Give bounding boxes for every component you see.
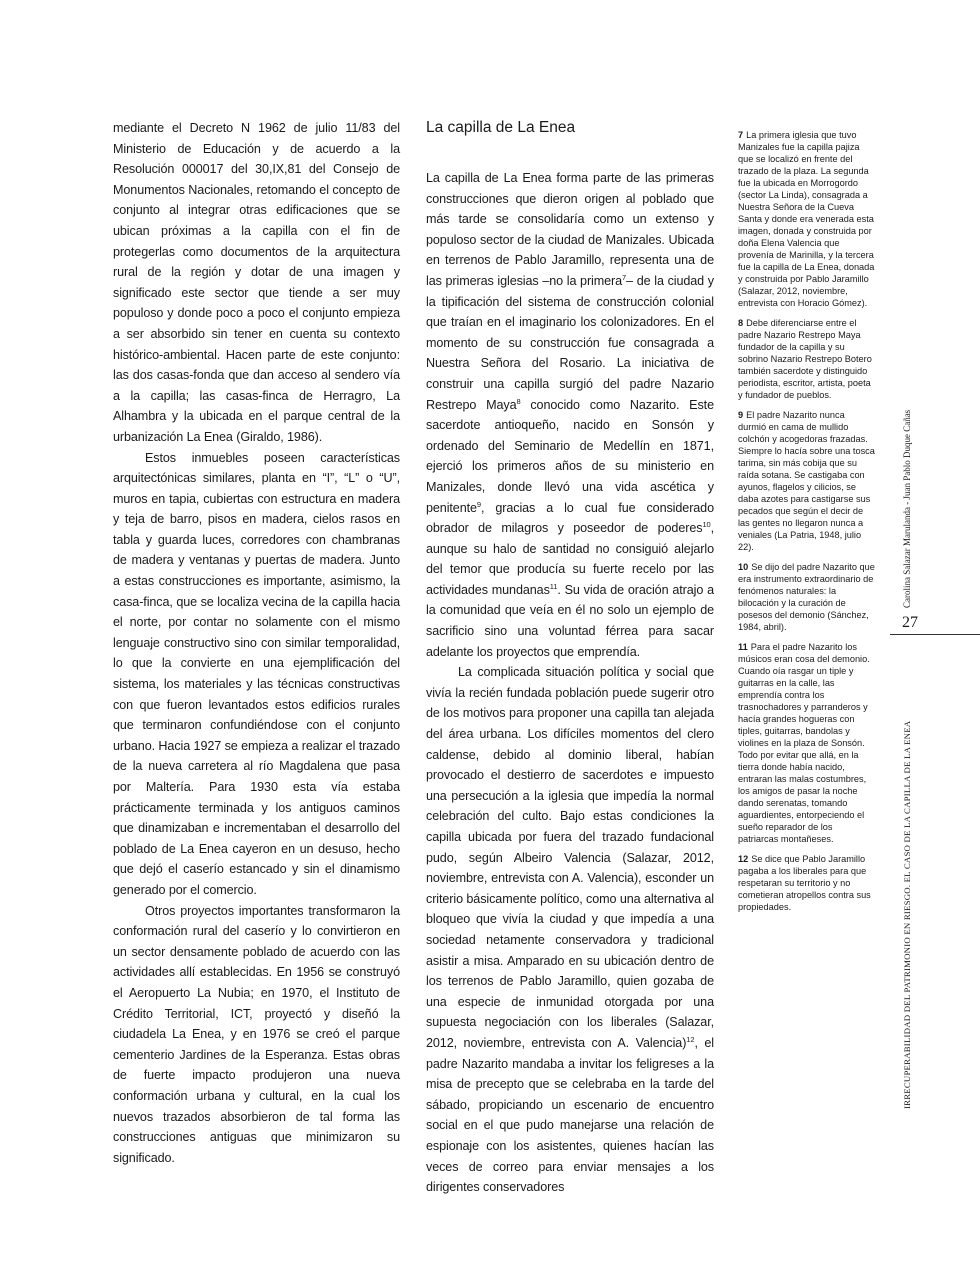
footnote-ref: 9	[476, 499, 481, 509]
footnote-text: Para el padre Nazarito los músicos eran cosa del demonio. Cuando oía rasgar un tiple y guitarras en la calle, las emprendía contra los trasnochadores y parranderos y hacía grandes hogueras con tiples, guitarras, bandolas y violines en la plaza de Sonsón. Todo por evitar que allá, en la tierra donde había nacido, entraran las malas costumbres, los amigos de pasar la noche dando serenatas, tomando aguardientes, entorpeciendo el sueño reparador de los patriarcas montañeses.	[738, 642, 870, 844]
footnote-text: El padre Nazarito nunca durmió en cama de mullido colchón y acogedoras frazadas. Siempre lo hacía sobre una tosca tarima, sin más cobija que su raída sotana. Se castigaba con ayunos, flagelos y cilicios, se daba azotes para castigarse sus pecados que según el decir de las gentes no llegaron nunca a veniales (La Patria, 1948, julio 22).	[738, 410, 875, 552]
text-run: – de la ciudad y la tipificación del sistema de construcción colonial que traían en el imaginario los colonizadores. En el momento de su construcción fue consagrada a Nuestra Señora del Rosario. La iniciativa de construir una capilla surgió del padre Nazario Restrepo Maya	[426, 273, 714, 412]
footnote-ref: 7	[622, 272, 627, 282]
left-text-column	[113, 118, 400, 1168]
footnote-number: 10	[738, 562, 749, 572]
middle-text-column	[426, 118, 714, 1198]
footnote	[738, 853, 875, 913]
footnote-number: 12	[738, 854, 749, 864]
page-number: 27	[902, 614, 918, 631]
footnote-text: Se dice que Pablo Jaramillo pagaba a los liberales para que respetaran su territorio y no cometieran atropellos contra sus propiedades.	[738, 854, 871, 912]
footnote-number: 11	[738, 642, 748, 652]
paragraph	[426, 662, 714, 1197]
footnote-number: 8	[738, 318, 744, 328]
running-head-author: Carolina Salazar Marulanda - Juan Pablo Duque Cañas	[902, 409, 912, 608]
footnote	[738, 641, 875, 845]
footnote-text: La primera iglesia que tuvo Manizales fue la capilla pajiza que se localizó en frente del trazado de la plaza. La segunda fue la ubicada en Morrogordo (sector La Linda), consagrada a Nuestra Señora de la Cueva Santa y donde era venerada esta imagen, donada y construida por doña Elena Valencia que provenía de Marinilla, y la tercera fue la capilla de La Enea, donada y construida por Pablo Jaramillo (Salazar, 2012, noviembre, entrevista con Horacio Gómez).	[738, 130, 875, 308]
text-run: La complicada situación política y social que vivía la recién fundada población puede sugerir otro de los motivos para proponer una capilla tan alejada del área urbana. Los difíciles momentos del clero caldense, debido al dominio liberal, habían provocado el destierro de sacerdotes e impuesto una persecución a la iglesia que impedía la normal celebración del culto. Bajo estas condiciones la capilla ubicada por fuera del trazado fundacional pudo, según Albeiro Valencia (Salazar, 2012, noviembre, entrevista con A. Valencia), esconder un criterio básicamente político, como una alternativa al bloqueo que vivía la ciudad y que impedía a una sociedad netamente conservadora y tradicional asistir a misa. Amparado en su ubicación dentro de los terrenos de Pablo Jaramillo, quien gozaba de una especie de inmunidad otorgada por una supuesta negociación con los liberales (Salazar, 2012, noviembre, entrevista con A. Valencia)	[426, 665, 714, 1050]
footnote-ref: 10	[702, 519, 711, 529]
text-run: , aunque su halo de santidad no consiguió alejarlo del temor que producía su fuerte recelo por las actividades mundanas	[426, 521, 714, 597]
footnote-ref: 12	[686, 1034, 695, 1044]
text-run: conocido como Nazarito. Este sacerdote antioqueño, nacido en Sonsón y ordenado del Seminario de Medellín en 1871, ejerció los primeros años de su ministerio en Manizales, donde llevó una vida ascética y penitente	[426, 397, 714, 515]
footnote	[738, 317, 875, 401]
footnote	[738, 409, 875, 553]
text-run: , gracias a lo cual fue considerado obrador de milagros y poseedor de poderes	[426, 500, 714, 536]
text-run: . Su vida de oración atrajo a la comunidad que veía en él no solo un ejemplo de sacrificio sino una voluntad férrea para sacar adelante los proyectos que emprendía.	[426, 582, 714, 659]
footnote-text: Debe diferenciarse entre el padre Nazario Restrepo Maya fundador de la capilla y su sobrino Nazario Restrepo Botero también sacerdote y distinguido periodista, escritor, artista, poeta y fundador de pueblos.	[738, 318, 872, 400]
footnote-ref: 8	[516, 396, 521, 406]
text-run: La capilla de La Enea forma parte de las primeras construcciones que dieron origen al poblado que más tarde se consolidaría como un extenso y populoso sector de la ciudad de Manizales. Ubicada en terrenos de Pablo Jaramillo, representa una de las primeras iglesias –no la primera	[426, 171, 714, 288]
footnote	[738, 561, 875, 633]
footnote-ref: 11	[549, 581, 558, 591]
paragraph: mediante el Decreto N 1962 de julio 11/83 del Ministerio de Educación y de acuerdo a la Resolución 000017 del 30,IX,81 del Consejo de Monumentos Nacionales, retomando el concepto de conjunto al integrar otras edificaciones que se ubican próximas a la capilla con el fin de protegerlas como documentos de la arquitectura rural de la región y dotar de una imagen y significado este sector que tiende a ser muy populoso y donde poco a poco el conjunto empieza a ser absorbido sin tener en cuenta su contexto histórico-ambiental. Hacen parte de este conjunto: las dos casas-fonda que dan acceso al sendero vía a la capilla; las casas-finca de Herragro, La Alhambra y la ubicada en el parque central de la urbanización La Enea (Giraldo, 1986).	[113, 121, 400, 444]
footnote	[738, 129, 875, 309]
paragraph: Otros proyectos importantes transformaron la conformación rural del caserío y lo convirtieron en un sector densamente poblado de acuerdo con las actividades allí establecidas. En 1956 se construyó el Aeropuerto La Nubia; en 1970, el Instituto de Crédito Territorial, ICT, proyectó y diseñó la ciudadela La Enea, y en 1976 se creó el parque cementerio Jardines de la Esperanza. Estas obras de fuerte impacto produjeron una nueva conformación urbana y cultural, en la cual los nuevos trazados absorbieron de tal forma las construcciones antiguas que minimizaron su significado.	[113, 903, 400, 1165]
section-title: La capilla de La Enea	[426, 119, 576, 136]
running-head-title: IRRECUPERABILIDAD DEL PATRIMONIO EN RIESGO. EL CASO DE LA CAPILLA DE LA ENEA	[902, 720, 912, 1109]
footnote-text: Se dijo del padre Nazarito que era instrumento extraordinario de fenómenos naturales: la bilocación y la curación de posesos del demonio (Sánchez, 1984, abril).	[738, 562, 875, 632]
page-number-rule	[890, 634, 980, 635]
text-run: , el padre Nazarito mandaba a invitar los feligreses a la misa de precepto que se celebraba en la tarde del sábado, propiciando un escenario de encuentro social en el que pudo manejarse una relación de espionaje con los asistentes, quienes hacían las veces de correo para enviar mensajes a los dirigentes conservadores	[426, 1035, 714, 1195]
paragraph: Estos inmuebles poseen características arquitectónicas similares, planta en “I”, “L” o “U”, muros en tapia, cubiertas con estructura en madera y teja de barro, pisos en madera, cielos rasos en tabla y guarda luces, corredores con chambranas de madera y ventanas y puertas de madera. Junto a estas construcciones es importante, asimismo, la casa-finca, que se localiza vecina de la capilla hacia el norte, por contar no solamente con el mismo lenguaje constructivo sino con similar temporalidad, lo que la convierte en una ejemplificación del sistema, los materiales y las técnicas constructivas con que fueron levantados estos edificios rurales que terminaron confundiéndose con el conjunto urbano. Hacia 1927 se empieza a realizar el trazado de la nueva carretera al río Magdalena que pasa por Maltería. Para 1930 esta vía estaba prácticamente terminada y los antiguos caminos que dinamizaban e incrementaban el desarrollo del poblado de La Enea cayeron en un desuso, hecho que dejó el caserío estancado y sin el dinamismo generado por el comercio.	[113, 450, 400, 897]
footnote-number: 7	[738, 130, 744, 140]
footnote-number: 9	[738, 410, 744, 420]
footnotes-column	[738, 129, 875, 921]
paragraph	[426, 168, 714, 662]
